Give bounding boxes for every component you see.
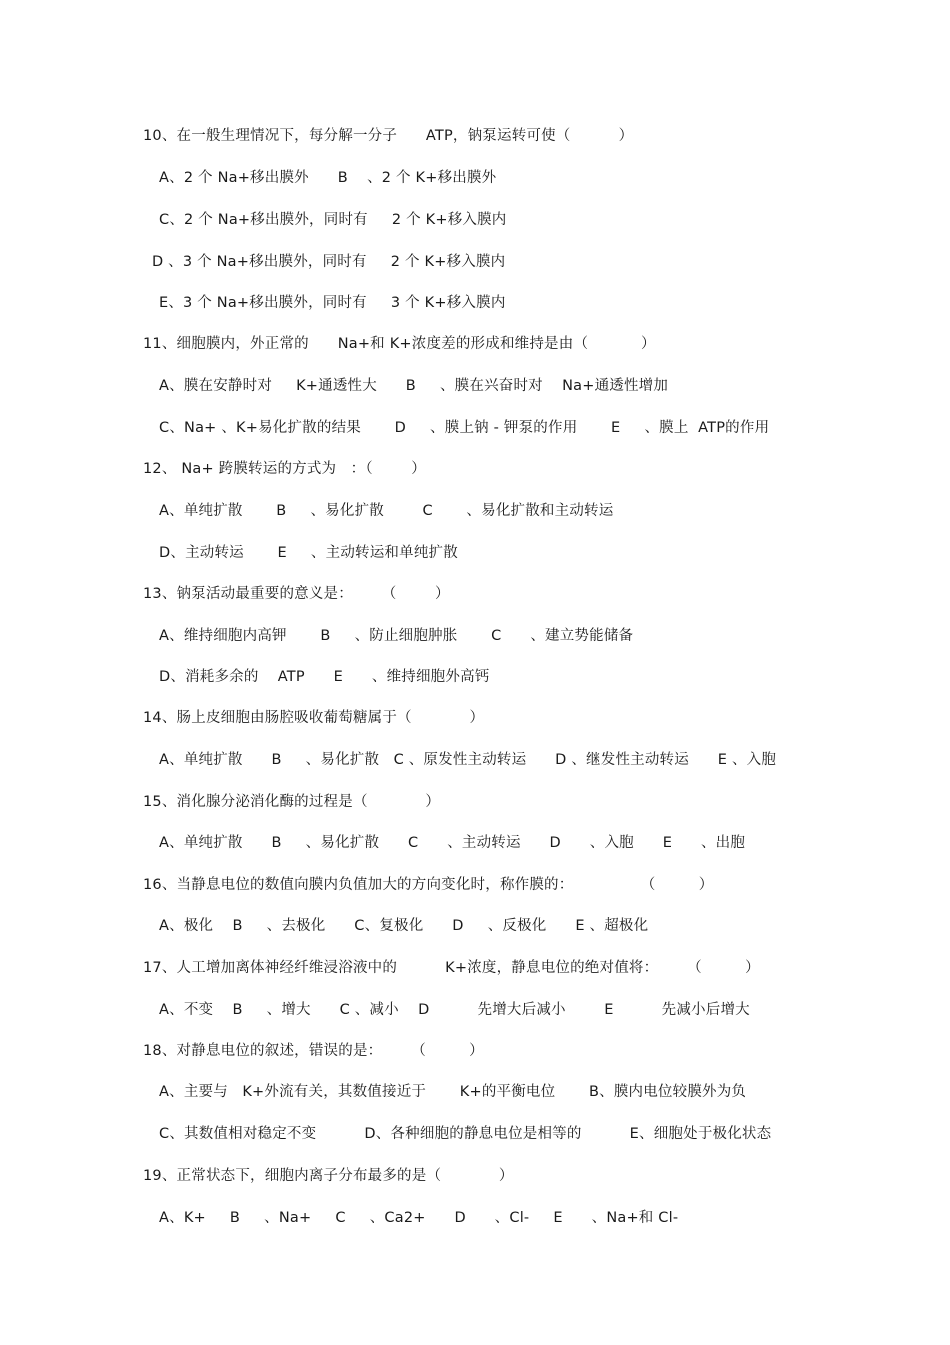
question-17-stem: 17、人工增加离体神经纤维浸浴液中的 K+浓度，静息电位的绝对值将： （ ） xyxy=(143,960,760,976)
question-10-option-row-1: A、2 个 Na+移出膜外 B 、2 个 K+移出膜外 xyxy=(159,170,497,186)
question-10-option-row-4: E、3 个 Na+移出膜外，同时有 3 个 K+移入膜内 xyxy=(159,295,506,311)
question-14-option-row-1: A、单纯扩散 B 、易化扩散 C 、原发性主动转运 D 、继发性主动转运 E 、入胞 xyxy=(159,752,777,768)
question-19-stem: 19、正常状态下，细胞内离子分布最多的是（ ） xyxy=(143,1168,514,1184)
question-16-option-row-1: A、极化 B 、去极化 C、复极化 D 、反极化 E 、超极化 xyxy=(159,918,649,934)
question-19-option-row-1: A、K+ B 、Na+ C 、Ca2+ D 、Cl- E 、Na+和 Cl- xyxy=(159,1210,679,1226)
question-10-option-row-2: C、2 个 Na+移出膜外，同时有 2 个 K+移入膜内 xyxy=(159,212,507,228)
question-11-option-row-1: A、膜在安静时对 K+通透性大 B 、膜在兴奋时对 Na+通透性增加 xyxy=(159,378,669,394)
question-14-stem: 14、肠上皮细胞由肠腔吸收葡萄糖属于（ ） xyxy=(143,710,485,726)
question-10-option-row-3: D 、3 个 Na+移出膜外，同时有 2 个 K+移入膜内 xyxy=(152,254,506,270)
question-18-option-row-2: C、其数值相对稳定不变 D、各种细胞的静息电位是相等的 E、细胞处于极化状态 xyxy=(159,1126,772,1142)
question-12-option-row-2: D、主动转运 E 、主动转运和单纯扩散 xyxy=(159,545,458,561)
question-10-stem: 10、在一般生理情况下，每分解一分子 ATP，钠泵运转可使（ ） xyxy=(143,128,634,144)
question-17-option-row-1: A、不变 B 、增大 C 、减小 D 先增大后减小 E 先减小后增大 xyxy=(159,1002,750,1018)
question-11-stem: 11、细胞膜内，外正常的 Na+和 K+浓度差的形成和维持是由（ ） xyxy=(143,336,656,352)
question-18-option-row-1: A、主要与 K+外流有关，其数值接近于 K+的平衡电位 B、膜内电位较膜外为负 xyxy=(159,1084,747,1100)
question-18-stem: 18、对静息电位的叙述，错误的是： （ ） xyxy=(143,1043,484,1059)
question-15-stem: 15、消化腺分泌消化酶的过程是（ ） xyxy=(143,794,441,810)
question-12-option-row-1: A、单纯扩散 B 、易化扩散 C 、易化扩散和主动转运 xyxy=(159,503,614,519)
question-13-option-row-2: D、消耗多余的 ATP E 、维持细胞外高钙 xyxy=(159,669,490,685)
question-15-option-row-1: A、单纯扩散 B 、易化扩散 C 、主动转运 D 、入胞 E 、出胞 xyxy=(159,835,746,851)
question-13-option-row-1: A、维持细胞内高钾 B 、防止细胞肿胀 C 、建立势能储备 xyxy=(159,628,634,644)
question-11-option-row-2: C、Na+ 、K+易化扩散的结果 D 、膜上钠 - 钾泵的作用 E 、膜上 ATP的作用 xyxy=(159,420,770,436)
question-13-stem: 13、钠泵活动最重要的意义是： （ ） xyxy=(143,586,450,602)
question-16-stem: 16、当静息电位的数值向膜内负值加大的方向变化时，称作膜的： （ ） xyxy=(143,877,714,893)
question-12-stem: 12、 Na+ 跨膜转运的方式为 ：（ ） xyxy=(143,461,426,477)
